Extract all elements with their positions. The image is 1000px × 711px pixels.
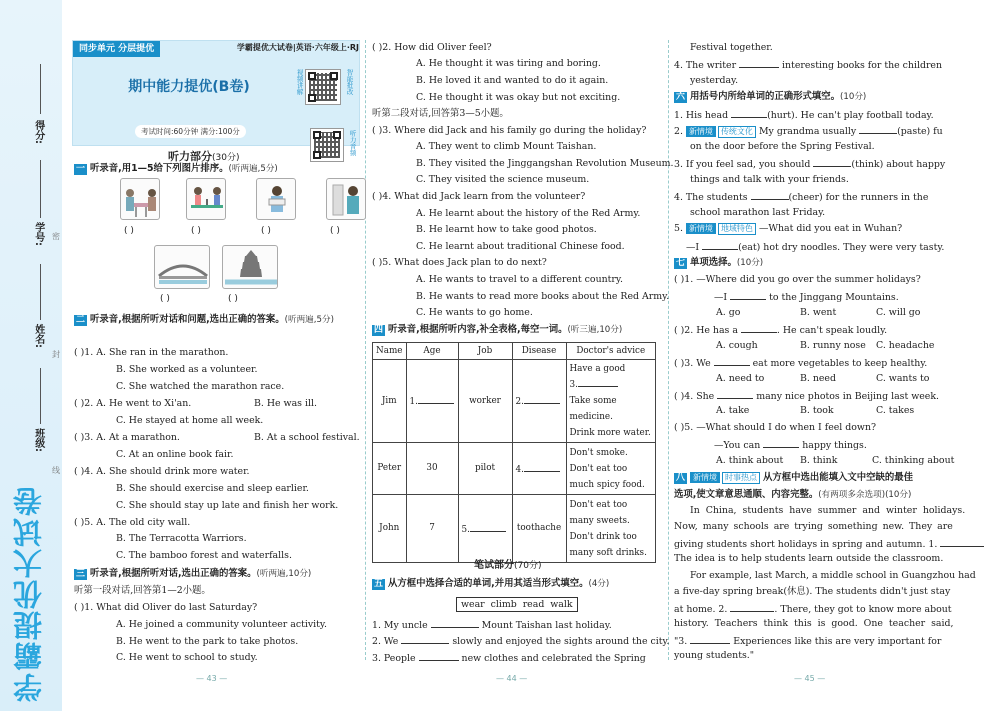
cell-advice: Don't smoke. Don't eat too much spicy food. xyxy=(566,443,656,495)
student-id-line xyxy=(40,160,41,218)
s6-item-5: 5. 新情境 地域特色 —What did you eat in Wuhan? xyxy=(674,223,903,234)
picture-blank-3[interactable]: ( ) xyxy=(261,226,271,236)
s2-item-2[interactable]: ( )2. A. He went to Xi'an. xyxy=(74,398,192,409)
s7-q2-option-a: A. cough xyxy=(716,340,758,351)
s7-q5-option-b: B. think xyxy=(800,455,838,466)
page-number-44: — 44 — xyxy=(496,674,528,683)
table-header-age: Age xyxy=(406,343,458,360)
s2-item-2-b: B. He was ill. xyxy=(254,398,317,409)
s2-item-3-b: B. At a school festival. xyxy=(254,432,360,443)
column-1 xyxy=(68,0,364,711)
s2-item-4-b: B. She should exercise and sleep earlier. xyxy=(116,483,309,494)
s3-intro: 听第一段对话,回答第1—2小题。 xyxy=(74,585,211,596)
name-label: 姓名: xyxy=(32,324,44,348)
section-1-heading: 一 听录音,用1—5给下列图片排序。(听两遍,5分) xyxy=(76,163,278,174)
s3-question-4[interactable]: ( )4. What did Jack learn from the volunteer? xyxy=(372,191,586,202)
s3-q5-option-b: B. He wants to read more books about the Red Army. xyxy=(416,291,670,302)
cell-disease-blank[interactable]: 4. xyxy=(512,443,566,495)
passage-line-3[interactable]: giving students short holidays in spring and autumn. 1. xyxy=(674,537,984,550)
picture-table-tennis xyxy=(186,178,226,220)
s6-item-5-answer[interactable]: —I (eat) hot dry noodles. They were very tasty. xyxy=(686,242,945,253)
table-row xyxy=(373,495,656,563)
section-8-heading: 八 新情境 时事热点 从方框中选出能填入文中空缺的最佳 xyxy=(676,472,914,483)
s2-item-4-c: C. She should stay up late and finish her work. xyxy=(116,500,339,511)
s6-item-3[interactable]: 3. If you feel sad, you should (think) about happy xyxy=(674,159,946,170)
s7-q2-option-c: C. headache xyxy=(876,340,935,351)
s2-item-2-c: C. He stayed at home all week. xyxy=(116,415,264,426)
s7-q3-option-c: C. wants to xyxy=(876,373,930,384)
s7-q4-option-a: A. take xyxy=(716,405,750,416)
passage-line-2: Now, many schools are trying something new. They are xyxy=(674,521,953,532)
cell-job: worker xyxy=(458,360,512,443)
s2-item-4[interactable]: ( )4. A. She should drink more water. xyxy=(74,466,250,477)
column-divider-1 xyxy=(365,40,366,660)
cell-age: 7 xyxy=(406,495,458,563)
s7-item-2[interactable]: ( )2. He has a . He can't speak loudly. xyxy=(674,325,888,336)
score-label: 得分: xyxy=(32,120,44,144)
column-2 xyxy=(368,0,674,711)
section-5-heading: 五 从方框中选择合适的单词,并用其适当形式填空。(4分) xyxy=(374,578,610,589)
s2-item-1[interactable]: ( )1. A. She ran in the marathon. xyxy=(74,347,229,358)
s3-q1-option-c: C. He went to school to study. xyxy=(116,652,258,663)
brand-logo-text: 学霸提优大试卷 xyxy=(12,485,46,702)
passage-line-1: In China, students have summer and winter holidays. xyxy=(690,505,966,516)
s3-q3-option-a: A. They went to climb Mount Taishan. xyxy=(416,141,597,152)
s3-q3-option-b: B. They visited the Jinggangshan Revolution Museum. xyxy=(416,158,674,169)
cell-age: 30 xyxy=(406,443,458,495)
s6-item-1[interactable]: 1. His head (hurt). He can't play football today. xyxy=(674,110,934,121)
fold-word-2: 封 xyxy=(52,350,60,359)
s7-q1-option-b: B. went xyxy=(800,307,837,318)
column-3 xyxy=(672,0,976,711)
s7-item-5[interactable]: ( )5. —What should I do when I feel down? xyxy=(674,422,877,433)
s7-item-1[interactable]: ( )1. —Where did you go over the summer holidays? xyxy=(674,274,921,285)
passage-line-6: a five-day spring break(休息). The students didn't just stay xyxy=(674,586,951,597)
s7-q3-option-b: B. need xyxy=(800,373,836,384)
s3-q1-option-b: B. He went to the park to take photos. xyxy=(116,636,299,647)
s7-item-4[interactable]: ( )4. She many nice photos in Beijing last week. xyxy=(674,391,940,402)
s3-q2-option-a: A. He thought it was tiring and boring. xyxy=(416,58,601,69)
qr-code-video[interactable] xyxy=(305,69,341,105)
table-header-job: Job xyxy=(458,343,512,360)
table-row xyxy=(373,443,656,495)
s7-item-1-line: —I to the Jinggang Mountains. xyxy=(714,292,899,303)
section-8-heading-cont: 选项,使文章意思通顺、内容完整。(有两项多余选项)(10分) xyxy=(674,489,912,500)
s7-q2-option-b: B. runny nose xyxy=(800,340,866,351)
page-number-45: — 45 — xyxy=(794,674,826,683)
picture-blank-6[interactable]: ( ) xyxy=(228,294,238,304)
listening-heading: 听力部分(30分) xyxy=(168,150,240,163)
picture-blank-4[interactable]: ( ) xyxy=(330,226,340,236)
s7-q4-option-b: B. took xyxy=(800,405,834,416)
section-3-heading: 三 听录音,根据所听对话,选出正确的答案。(听两遍,10分) xyxy=(76,568,312,579)
s3-q5-option-c: C. He wants to go home. xyxy=(416,307,533,318)
picture-bridge xyxy=(154,245,210,289)
column-divider-2 xyxy=(668,40,669,660)
s3-q1-option-a: A. He joined a community volunteer activity. xyxy=(116,619,327,630)
s3-q3-option-c: C. They visited the science museum. xyxy=(416,174,590,185)
cell-advice: Don't eat too many sweets. Don't drink too many soft drinks. xyxy=(566,495,656,563)
picture-blank-2[interactable]: ( ) xyxy=(191,226,201,236)
exam-title: 期中能力提优(B卷) xyxy=(128,79,250,95)
fold-word-1: 密 xyxy=(52,232,60,241)
series-label: 学霸提优大试卷|英语·六年级上·RJ xyxy=(236,43,359,52)
s2-item-3[interactable]: ( )3. A. At a marathon. xyxy=(74,432,180,443)
s5-item-4[interactable]: 4. The writer interesting books for the children xyxy=(674,60,943,71)
cell-advice: Have a good 3. Take some medicine. Drink more water. xyxy=(566,360,656,443)
s3-q4-option-c: C. He learnt about traditional Chinese food. xyxy=(416,241,625,252)
s3-question-3[interactable]: ( )3. Where did Jack and his family go during the holiday? xyxy=(372,125,647,136)
picture-pagoda xyxy=(222,245,278,289)
class-label: 班级: xyxy=(32,428,44,452)
binding-strip xyxy=(0,0,62,711)
s7-item-5-line: —You can happy things. xyxy=(714,440,867,451)
s2-item-1-c: C. She watched the marathon race. xyxy=(116,381,285,392)
passage-line-4: The idea is to help students learn outside the classroom. xyxy=(674,553,944,564)
student-id-label: 学号: xyxy=(32,222,44,246)
s3-q4-option-b: B. He learnt how to take good photos. xyxy=(416,224,597,235)
cell-name: John xyxy=(373,495,407,563)
section-7-heading: 七 单项选择。(10分) xyxy=(676,257,764,268)
s7-item-3[interactable]: ( )3. We eat more vegetables to keep healthy. xyxy=(674,358,928,369)
s2-item-1-b: B. She worked as a volunteer. xyxy=(116,364,258,375)
s6-item-2-cont: on the door before the Spring Festival. xyxy=(690,141,875,152)
table-header-disease: Disease xyxy=(512,343,566,360)
s3-q5-option-a: A. He wants to travel to a different country. xyxy=(416,274,623,285)
score-line xyxy=(40,64,41,114)
cell-disease: toothache xyxy=(512,495,566,563)
s3-question-2[interactable]: ( )2. How did Oliver feel? xyxy=(372,42,492,53)
s3-question-5[interactable]: ( )5. What does Jack plan to do next? xyxy=(372,257,547,268)
picture-reading xyxy=(256,178,296,220)
passage-line-5: For example, last March, a middle school in Guangzhou had xyxy=(690,570,976,581)
s2-item-3-c: C. At an online book fair. xyxy=(116,449,234,460)
s3-q2-option-b: B. He loved it and wanted to do it again. xyxy=(416,75,609,86)
s3-q4-option-a: A. He learnt about the history of the Red Army. xyxy=(416,208,641,219)
table-header-advice: Doctor's advice xyxy=(566,343,656,360)
s6-item-4-cont: school marathon last Friday. xyxy=(690,207,826,218)
cell-age-blank[interactable]: 1. xyxy=(406,360,458,443)
qr-code-audio[interactable] xyxy=(310,128,344,162)
cell-name: Jim xyxy=(373,360,407,443)
fold-word-3: 线 xyxy=(52,466,60,475)
table-header-name: Name xyxy=(373,343,407,360)
s5-item-4-cont: yesterday. xyxy=(690,75,739,86)
picture-blank-5[interactable]: ( ) xyxy=(160,294,170,304)
section-2-heading: 二 听录音,根据所听对话和问题,选出正确的答案。(听两遍,5分) xyxy=(76,314,334,325)
passage-line-9[interactable]: "3. Experiences like this are very important for xyxy=(674,636,942,647)
s2-item-5-b: B. The Terracotta Warriors. xyxy=(116,533,247,544)
s2-item-5[interactable]: ( )5. A. The old city wall. xyxy=(74,517,191,528)
name-line xyxy=(40,264,41,320)
qr-label-grading: 智能批改 xyxy=(345,69,354,95)
s7-q1-option-a: A. go xyxy=(716,307,741,318)
unit-tag: 同步单元 分层提优 xyxy=(73,41,160,57)
passage-line-7[interactable]: at home. 2. . There, they got to know more about xyxy=(674,604,952,615)
cell-job-blank[interactable]: 5. xyxy=(458,495,512,563)
exam-info: 考试时间:60分钟 满分:100分 xyxy=(135,125,246,138)
section-6-heading: 六 用括号内所给单词的正确形式填空。(10分) xyxy=(676,91,867,102)
s7-q1-option-c: C. will go xyxy=(876,307,921,318)
s7-q5-option-a: A. think about xyxy=(716,455,784,466)
s2-item-5-c: C. The bamboo forest and waterfalls. xyxy=(116,550,292,561)
s7-q5-option-c: C. thinking about xyxy=(872,455,955,466)
cell-name: Peter xyxy=(373,443,407,495)
passage-line-10: young students." xyxy=(674,650,755,661)
passage-line-8: history. Teachers think this is good. One teacher said, xyxy=(674,618,954,629)
cell-disease-blank[interactable]: 2. xyxy=(512,360,566,443)
class-line xyxy=(40,368,41,424)
written-heading: 笔试部分(70分) xyxy=(474,560,542,571)
qr-label-audio: 听力音频 xyxy=(348,130,357,156)
picture-blank-1[interactable]: ( ) xyxy=(124,226,134,236)
table-row xyxy=(373,360,656,443)
section-4-heading: 四 听录音,根据所听内容,补全表格,每空一词。(听三遍,10分) xyxy=(374,324,623,335)
page-number-43: — 43 — xyxy=(196,674,228,683)
cell-job: pilot xyxy=(458,443,512,495)
doctor-advice-table xyxy=(372,342,656,563)
s6-item-3-cont: things and talk with your friends. xyxy=(690,174,849,185)
s5-item-3-cont: Festival together. xyxy=(690,42,773,53)
word-box: wear climb read walk xyxy=(456,597,578,612)
s6-item-4[interactable]: 4. The students (cheer) for the runners in the xyxy=(674,192,929,203)
s5-item-2[interactable]: 2. We slowly and enjoyed the sights around the city. xyxy=(372,636,670,647)
picture-exercising xyxy=(326,178,366,220)
s3-question-1[interactable]: ( )1. What did Oliver do last Saturday? xyxy=(74,602,258,613)
picture-playing-chess xyxy=(120,178,160,220)
s5-item-3[interactable]: 3. People new clothes and celebrated the Spring xyxy=(372,653,646,664)
s6-item-2[interactable]: 2. 新情境 传统文化 My grandma usually (paste) fu xyxy=(674,126,943,137)
s3-q2-option-c: C. He thought it was okay but not exciting. xyxy=(416,92,621,103)
s7-q3-option-a: A. need to xyxy=(716,373,765,384)
s7-q4-option-c: C. takes xyxy=(876,405,915,416)
qr-label-video: 视频讲解 xyxy=(295,69,304,95)
s3-intro-2: 听第二段对话,回答第3—5小题。 xyxy=(372,108,509,119)
s5-item-1[interactable]: 1. My uncle Mount Taishan last holiday. xyxy=(372,620,612,631)
